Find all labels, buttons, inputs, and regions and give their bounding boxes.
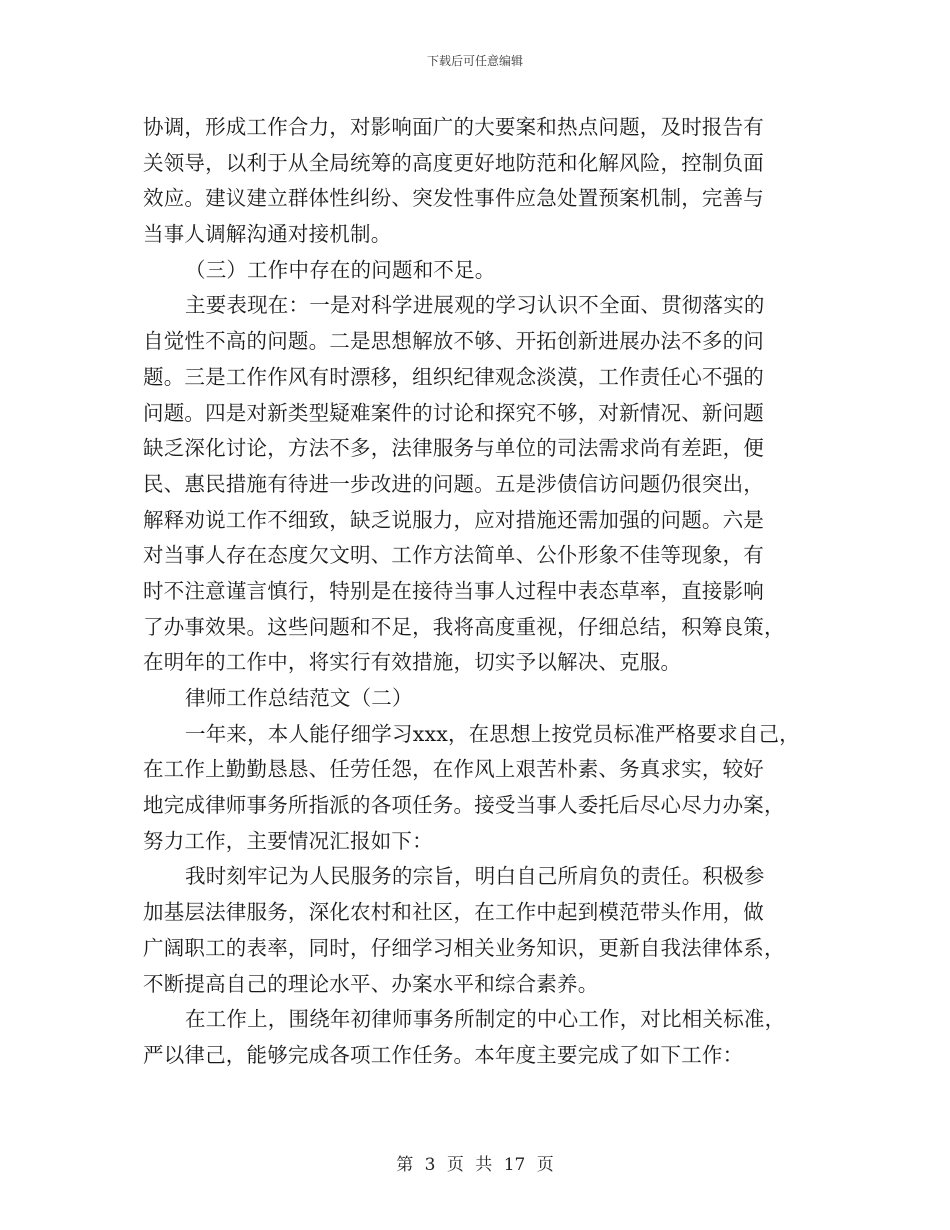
page-footer: 第 3 页 共 17 页 — [396, 1155, 554, 1175]
text-line: 关领导，以利于从全局统筹的高度更好地防范和化解风险，控制负面 — [143, 150, 764, 175]
text-line: 时不注意谨言慎行，特别是在接待当事人过程中表态草率，直接影响 — [143, 578, 764, 603]
text-line: 地完成律师事务所指派的各项任务。接受当事人委托后尽心尽力办案， — [143, 793, 785, 818]
text-line: 题。三是工作作风有时漂移，组织纪律观念淡漠，工作责任心不强的 — [143, 364, 764, 389]
text-line: 协调，形成工作合力，对影响面广的大要案和热点问题，及时报告有 — [143, 115, 764, 139]
text-line: 在工作上勤勤恳恳、任劳任怨，在作风上艰苦朴素、务真求实，较好 — [143, 757, 764, 782]
text-line: 律师工作总结范文（二） — [185, 686, 413, 710]
text-line: 在工作上，围绕年初律师事务所制定的中心工作，对比相关标准， — [185, 1007, 786, 1032]
text-line: 对当事人存在态度欠文明、工作方法简单、公仆形象不佳等现象，有 — [143, 543, 764, 568]
text-line: 缺乏深化讨论，方法不多，法律服务与单位的司法需求尚有差距，便 — [143, 436, 764, 461]
text-line: 广阔职工的表率，同时，仔细学习相关业务知识，更新自我法律体系， — [143, 935, 785, 960]
text-line: （三）工作中存在的问题和不足。 — [185, 257, 496, 282]
text-line: 自觉性不高的问题。二是思想解放不够、开拓创新进展办法不多的问 — [143, 329, 764, 354]
text-line: 问题。四是对新类型疑难案件的讨论和探究不够，对新情况、新问题 — [143, 400, 764, 425]
text-line: 解释劝说工作不细致，缺乏说服力，应对措施还需加强的问题。六是 — [143, 507, 764, 532]
page-header: 下载后可任意编辑 — [426, 54, 523, 68]
text-line: 加基层法律服务，深化农村和社区，在工作中起到模范带头作用，做 — [143, 900, 764, 925]
text-line: 主要表现在：一是对科学进展观的学习认识不全面、贯彻落实的 — [185, 293, 765, 318]
text-line: 努力工作，主要情况汇报如下： — [143, 828, 433, 853]
document-body — [143, 110, 833, 1074]
text-line: 不断提高自己的理论水平、办案水平和综合素养。 — [143, 971, 599, 996]
text-line: 我时刻牢记为人民服务的宗旨，明白自己所肩负的责任。积极参 — [185, 864, 765, 889]
text-line: 严以律己，能够完成各项工作任务。本年度主要完成了如下工作： — [143, 1042, 744, 1067]
text-line: 在明年的工作中，将实行有效措施，切实予以解决、克服。 — [143, 650, 682, 675]
text-line: 效应。建议建立群体性纠纷、突发性事件应急处置预案机制，完善与 — [143, 186, 764, 211]
text-line: 当事人调解沟通对接机制。 — [143, 222, 392, 247]
text-line: 一年来，本人能仔细学习xxx，在思想上按党员标准严格要求自己， — [185, 721, 800, 746]
text-line: 民、惠民措施有待进一步改进的问题。五是涉债信访问题仍很突出， — [143, 471, 764, 496]
text-line: 了办事效果。这些问题和不足，我将高度重视，仔细总结，积筹良策， — [143, 614, 785, 639]
